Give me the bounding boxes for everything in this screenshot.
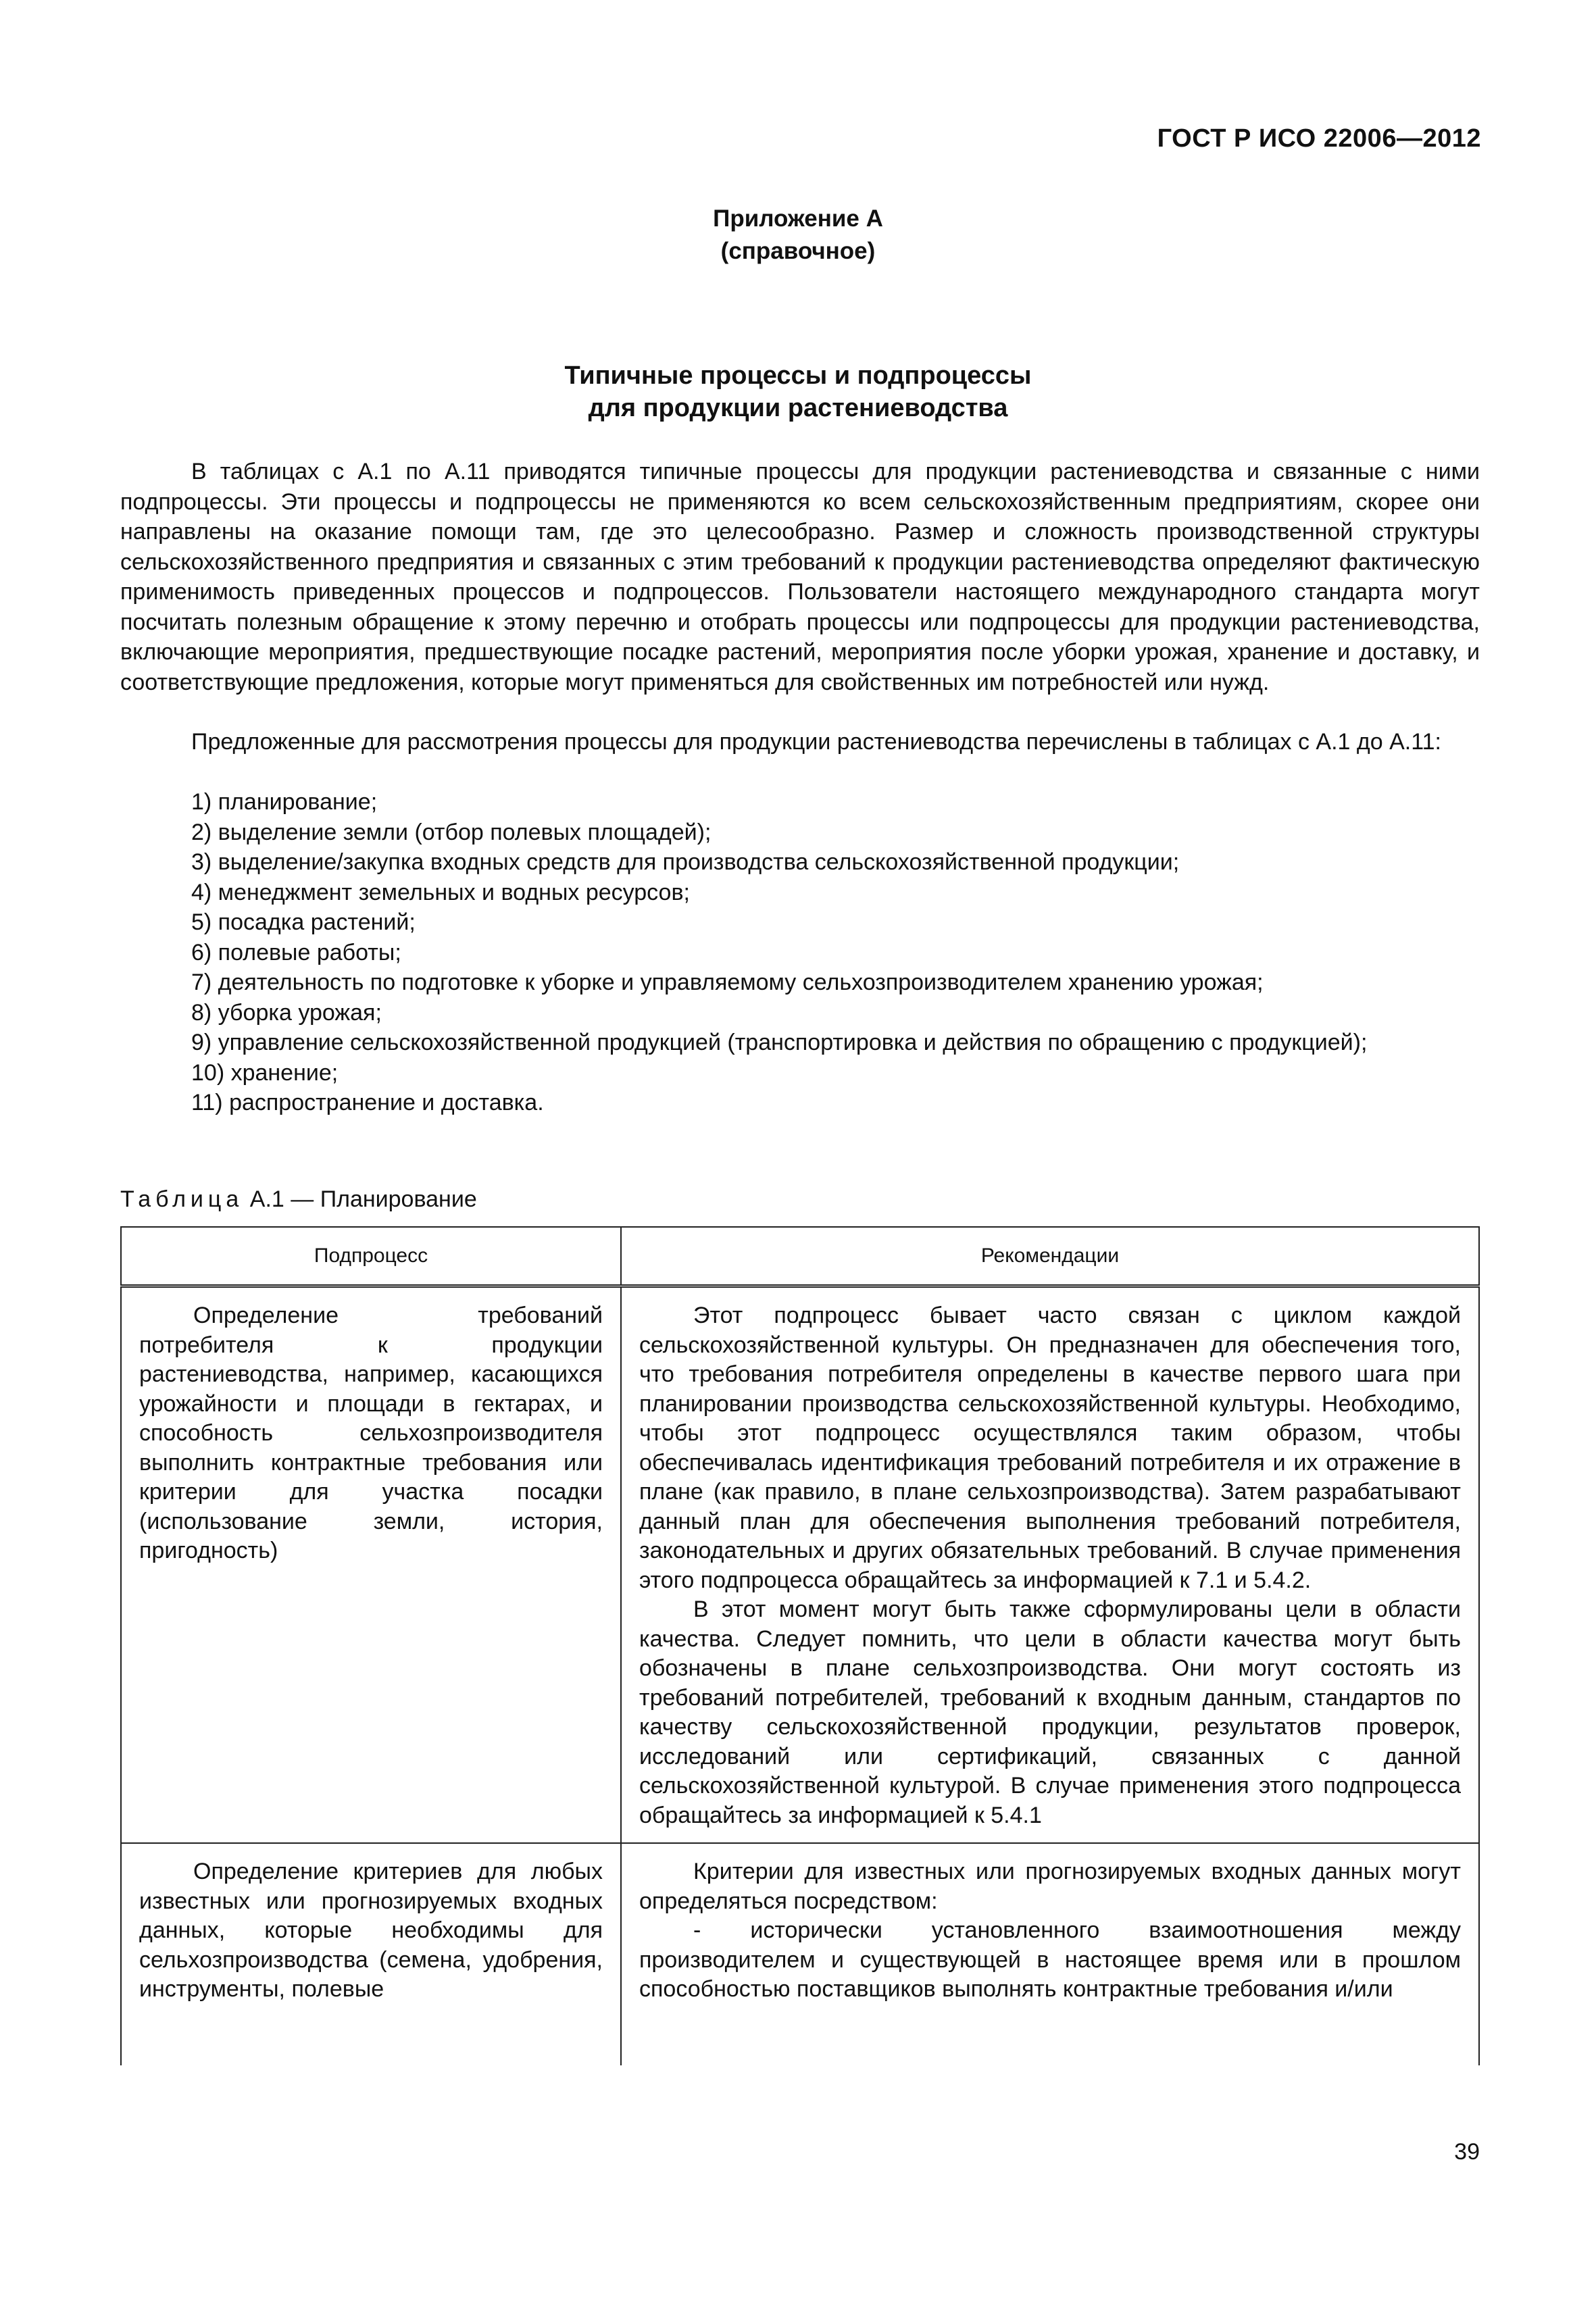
recommendations-cell [621,1843,1479,2065]
list-item: 5) посадка растений; [191,909,416,935]
list-item: 9) управление сельскохозяйственной продукцией (транспортировка и действия по обращению с продукцией); [191,1030,1368,1055]
list-item: 1) планирование; [191,789,378,815]
subprocess-cell [121,1286,621,1844]
table-row [121,1286,1479,1844]
subprocess-cell [121,1843,621,2065]
table-caption-rest: А.1 — Планирование [249,1186,477,1212]
section-title-line2: для продукции растениеводства [588,394,1008,422]
list-item: 11) распространение и доставка. [191,1090,544,1115]
standard-code: ГОСТ Р ИСО 22006—2012 [1157,124,1481,153]
process-list [120,787,1480,1118]
section-title-line1: Типичные процессы и подпроцессы [564,361,1032,390]
intro-paragraph-1 [120,457,1480,697]
appendix-label: Приложение А [713,205,883,232]
list-item: 6) полевые работы; [191,939,401,965]
recommendation-paragraph: Критерии для известных или прогнозируемых входных данных могут определяться посредством: [639,1859,1461,1914]
recommendation-paragraph: В этот момент могут быть также сформулированы цели в области качества. Следует помнить, что цели в области качества могут быть обозначены в плане сельхозпроизводства. Они могут состоять из требований потребителей, требований к входным данным, стандартов по качеству сельскохозяйственной продукции, результатов проверок, исследований или сертификаций, связанных с данной сельскохозяйственной культурой. В случае применения этого подпроцесса обращайтесь за информацией к 5.4.1 [639,1596,1461,1828]
subprocess-text: Определение требований потребителя к продукции растениеводства, например, касающихся урожайности и площади в гектарах, и способность сельхозпроизводителя выполнить контрактные требования или критерии для участка посадки (использование земли, история, пригодность) [139,1303,603,1563]
list-item: 4) менеджмент земельных и водных ресурсов; [191,879,690,905]
list-item: 3) выделение/закупка входных средств для производства сельскохозяйственной продукции; [191,849,1180,875]
column-header-recommendations: Рекомендации [621,1227,1479,1286]
table-row [121,1843,1479,2065]
intro-paragraph-1-text: В таблицах с А.1 по А.11 приводятся типичные процессы для продукции растениеводства и связанные с ними подпроцессы. Эти процессы и подпроцессы не применяются ко всем сельскохозяйственным предприятиям, скорее они направлены на оказание помощи там, где это целесообразно. Размер и сложность производственной структуры сельскохозяйственного предприятия и связанных с этим требований к продукции растениеводства определяют фактическую применимость приведенных процессов и подпроцессов. Пользователи настоящего международного стандарта могут посчитать полезным обращение к этому перечню и отобрать процессы или подпроцессы для продукции растениеводства, включающие мероприятия, предшествующие посадке растений, мероприятия после уборки урожая, хранение и доставку, и соответствующие предложения, которые могут применяться для свойственных им потребностей или нужд. [120,459,1480,695]
planning-table [120,1226,1480,2065]
table-caption-prefix: Таблица [120,1186,244,1212]
recommendation-paragraph: - исторически установленного взаимоотношения между производителем и существующей в настоящее время или в прошлом способностью поставщиков выполнять контрактные требования и/или [639,1917,1461,2002]
appendix-type: (справочное) [720,238,876,264]
intro-paragraph-2 [120,727,1480,757]
table-caption [120,1184,477,1214]
recommendations-cell [621,1286,1479,1844]
page-number: 39 [1454,2139,1480,2165]
column-header-subprocess: Подпроцесс [121,1227,621,1286]
intro-paragraph-2-text: Предложенные для рассмотрения процессы для продукции растениеводства перечислены в таблицах с А.1 до А.11: [191,729,1441,755]
list-item: 10) хранение; [191,1059,339,1086]
list-item: 7) деятельность по подготовке к уборке и управляемому сельхозпроизводителем хранению урожая; [191,970,1264,995]
list-item: 2) выделение земли (отбор полевых площадей); [191,819,712,845]
recommendation-paragraph: Этот подпроцесс бывает часто связан с циклом каждой сельскохозяйственной культуры. Он предназначен для обеспечения того, что требования потребителя определены в качестве первого шага при планировании производства сельскохозяйственной культуры. Необходимо, чтобы этот подпроцесс осуществлялся таким образом, чтобы обеспечивалась идентификация требований потребителя и их отражение в плане (как правило, в плане сельхозпроизводства). Затем разрабатывают данный план для обеспечения выполнения требований потребителя, законодательных и других обязательных требований. В случае применения этого подпроцесса обращайтесь за информацией к 7.1 и 5.4.2. [639,1303,1461,1593]
list-item: 8) уборка урожая; [191,999,382,1026]
subprocess-text: Определение критериев для любых известных или прогнозируемых входных данных, которые необходимы для сельхозпроизводства (семена, удобрения, инструменты, полевые [139,1859,603,2002]
table-header-row [121,1227,1479,1286]
